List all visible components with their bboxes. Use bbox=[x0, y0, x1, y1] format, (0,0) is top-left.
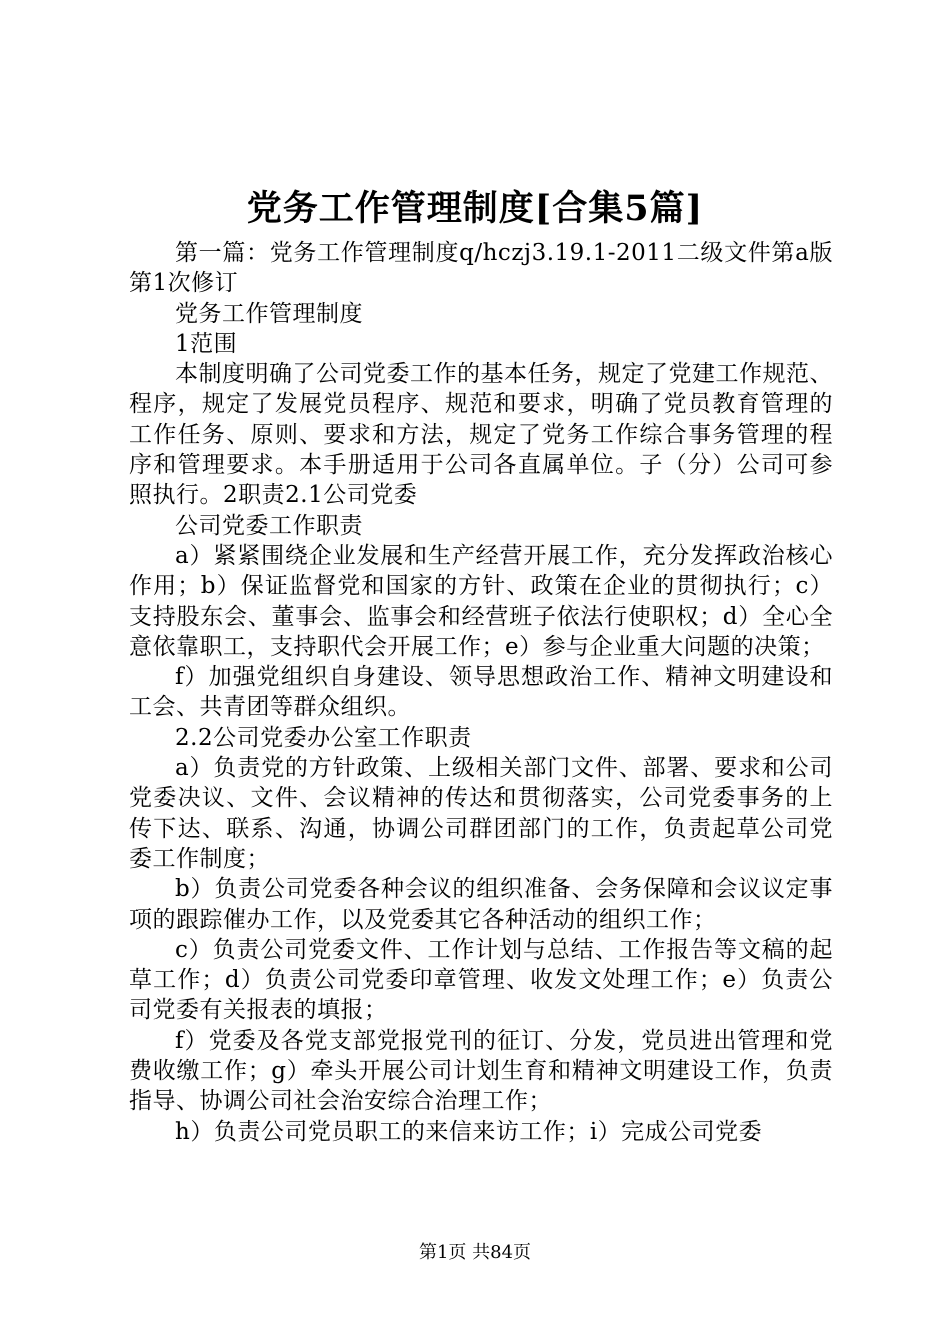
paragraph: f）加强党组织自身建设、领导思想政治工作、精神文明建设和工会、共青团等群众组织。 bbox=[129, 664, 833, 721]
paragraph: h）负责公司党员职工的来信来访工作；i）完成公司党委 bbox=[175, 1118, 763, 1145]
paragraph: c）负责公司党委文件、工作计划与总结、工作报告等文稿的起草工作；d）负责公司党委印章管理、收发文处理工作；e）负责公司党委有关报表的填报； bbox=[129, 936, 833, 1024]
document-title: 党务工作管理制度[合集5篇] bbox=[246, 188, 704, 229]
paragraph: a）紧紧围绕企业发展和生产经营开展工作，充分发挥政治核心作用；b）保证监督党和国家的方针、政策在企业的贯彻执行；c）支持股东会、董事会、监事会和经营班子依法行使职权；d）全心全意依靠职工，支持职代会开展工作；e）参与企业重大问题的决策； bbox=[129, 542, 833, 660]
document-body bbox=[129, 238, 833, 1147]
paragraph: 党务工作管理制度 bbox=[175, 300, 363, 327]
paragraph: b）负责公司党委各种会议的组织准备、会务保障和会议议定事项的跟踪催办工作，以及党委其它各种活动的组织工作； bbox=[129, 876, 833, 933]
page-number-footer: 第1页 共84页 bbox=[418, 1242, 532, 1263]
paragraph: 公司党委工作职责 bbox=[175, 512, 363, 539]
paragraph: 本制度明确了公司党委工作的基本任务，规定了党建工作规范、程序，规定了发展党员程序、规范和要求，明确了党员教育管理的工作任务、原则、要求和方法，规定了党务工作综合事务管理的程序和管理要求。本手册适用于公司各直属单位。子（分）公司可参照执行。2职责2.1公司党委 bbox=[129, 361, 833, 509]
paragraph: 第一篇：党务工作管理制度q/hczj3.19.1-2011二级文件第a版第1次修订 bbox=[129, 240, 833, 297]
paragraph: a）负责党的方针政策、上级相关部门文件、部署、要求和公司党委决议、文件、会议精神的传达和贯彻落实，公司党委事务的上传下达、联系、沟通，协调公司群团部门的工作，负责起草公司党委工作制度； bbox=[129, 755, 833, 872]
paragraph: f）党委及各党支部党报党刊的征订、分发，党员进出管理和党费收缴工作；g）牵头开展公司计划生育和精神文明建设工作，负责指导、协调公司社会治安综合治理工作； bbox=[129, 1027, 833, 1115]
paragraph: 1范围 bbox=[175, 330, 238, 357]
paragraph: 2.2公司党委办公室工作职责 bbox=[175, 724, 472, 751]
